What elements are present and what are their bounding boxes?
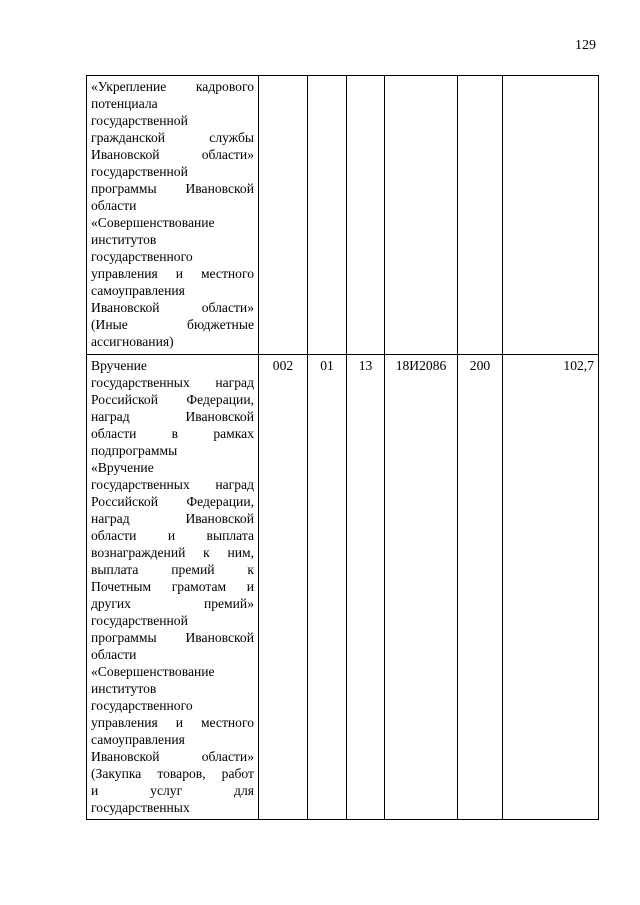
row-name-line: государственных наград <box>91 477 254 492</box>
budget-table <box>86 75 599 820</box>
page-number: 129 <box>575 38 596 53</box>
expense-type-cell <box>458 76 503 355</box>
row-name-line: институтов <box>91 232 157 247</box>
ministry-code-cell: 002 <box>259 355 308 820</box>
row-name-line: (Иные бюджетные <box>91 317 254 332</box>
subsection-code-cell: 13 <box>347 355 385 820</box>
row-name-line: самоуправления <box>91 732 185 747</box>
row-name-line: области в рамках <box>91 426 254 441</box>
subsection-code-cell <box>347 76 385 355</box>
row-name-line: Вручение <box>91 358 147 373</box>
row-name-line: программы Ивановской <box>91 181 254 196</box>
row-name-line: наград Ивановской <box>91 511 254 526</box>
row-name-line: Российской Федерации, <box>91 392 254 407</box>
row-name-line: наград Ивановской <box>91 409 254 424</box>
section-code-cell <box>308 76 347 355</box>
row-name-line: «Совершенствование <box>91 215 215 230</box>
row-name-line: Ивановской области» <box>91 147 254 162</box>
row-name-line: Почетным грамотам и <box>91 579 254 594</box>
row-name-line: государственных наград <box>91 375 254 390</box>
row-name-line: ассигнования) <box>91 334 174 349</box>
row-name-line: подпрограммы <box>91 443 178 458</box>
row-name-line: и услуг для <box>91 783 254 798</box>
row-name-cell <box>87 355 259 820</box>
row-name-line: Российской Федерации, <box>91 494 254 509</box>
ministry-code-cell <box>259 76 308 355</box>
row-name-line: вознаграждений к ним, <box>91 545 254 560</box>
row-name-line: «Совершенствование <box>91 664 215 679</box>
expense-type-cell: 200 <box>458 355 503 820</box>
row-name-line: программы Ивановской <box>91 630 254 645</box>
row-name-line: гражданской службы <box>91 130 254 145</box>
row-name-line: институтов <box>91 681 157 696</box>
row-name-line: области <box>91 198 137 213</box>
row-name-line: Ивановской области» <box>91 749 254 764</box>
table-row <box>87 355 599 820</box>
row-name-line: государственного <box>91 249 193 264</box>
row-name-line: государственных <box>91 800 190 815</box>
row-name-line: государственной <box>91 113 188 128</box>
target-code-cell: 18И2086 <box>385 355 458 820</box>
row-name-line: области <box>91 647 137 662</box>
row-name-cell <box>87 76 259 355</box>
target-code-cell <box>385 76 458 355</box>
row-name-line: потенциала <box>91 96 158 111</box>
row-name-line: выплата премий к <box>91 562 254 577</box>
row-name-line: Ивановской области» <box>91 300 254 315</box>
section-code-cell: 01 <box>308 355 347 820</box>
row-name-line: «Укрепление кадрового <box>91 79 254 94</box>
amount-cell: 102,7 <box>503 355 599 820</box>
row-name-line: государственной <box>91 613 188 628</box>
row-name-line: управления и местного <box>91 715 254 730</box>
row-name-line: самоуправления <box>91 283 185 298</box>
row-name-line: государственного <box>91 698 193 713</box>
table-row <box>87 76 599 355</box>
row-name-line: области и выплата <box>91 528 254 543</box>
row-name-line: «Вручение <box>91 460 154 475</box>
amount-cell <box>503 76 599 355</box>
row-name-line: государственной <box>91 164 188 179</box>
row-name-line: других премий» <box>91 596 254 611</box>
row-name-line: управления и местного <box>91 266 254 281</box>
row-name-line: (Закупка товаров, работ <box>91 766 254 781</box>
